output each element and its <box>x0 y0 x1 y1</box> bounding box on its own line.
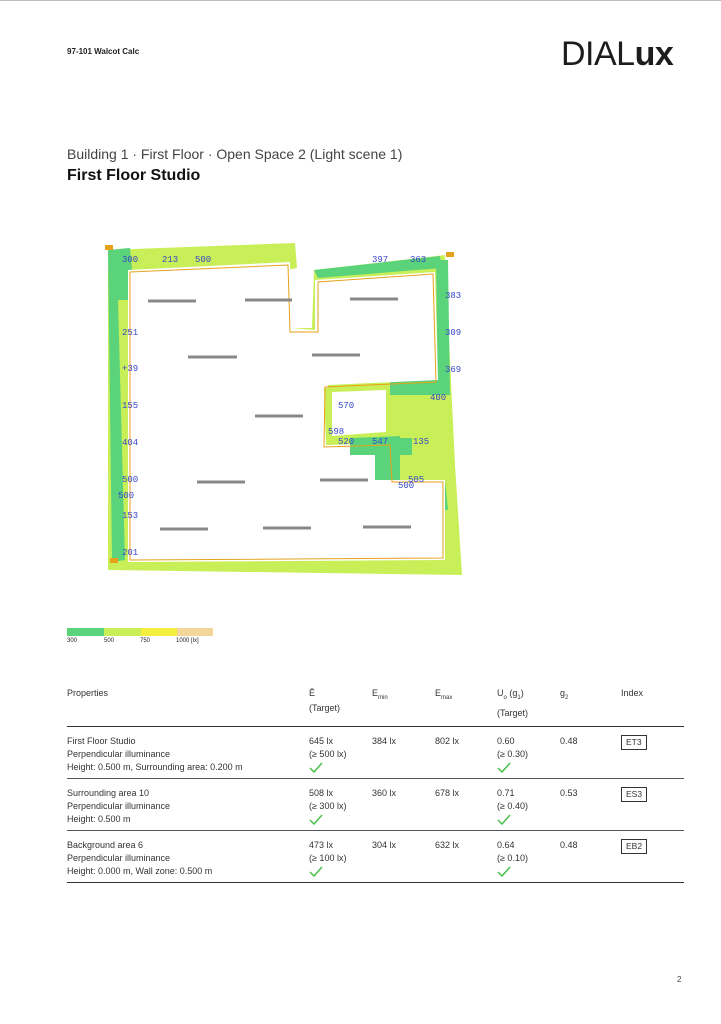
iso-label: 500 <box>118 491 135 501</box>
top-rule <box>0 0 721 1</box>
u0-value: 0.64 <box>497 839 515 850</box>
row-detail: Height: 0.500 m <box>67 813 131 824</box>
header-uniformity <box>497 682 560 726</box>
logo-text-light: DIAL <box>561 35 635 73</box>
header-u0-target: (Target) <box>497 707 529 718</box>
cell-e-min: 360 lx <box>372 778 435 830</box>
index-badge: ET3 <box>621 735 647 750</box>
header-e-avg-target: (Target) <box>309 703 341 713</box>
index-badge: ES3 <box>621 787 647 802</box>
header-g2 <box>560 682 621 726</box>
header-g1-sub: 1 <box>517 694 521 701</box>
legend-color-scale <box>67 628 213 636</box>
row-type: Perpendicular illuminance <box>67 852 171 863</box>
row-name: Background area 6 <box>67 839 144 850</box>
marker <box>105 245 113 250</box>
header-u0-label: U <box>497 688 504 698</box>
check-icon <box>309 866 323 878</box>
cell-g2: 0.48 <box>560 830 621 882</box>
e-avg-target: (≥ 500 lx) <box>309 748 347 759</box>
page-title: First Floor Studio <box>67 167 201 184</box>
cell-e-avg <box>309 830 372 882</box>
row-name: First Floor Studio <box>67 735 136 746</box>
header-index: Index <box>621 682 684 726</box>
e-avg-target: (≥ 100 lx) <box>309 852 347 863</box>
legend-tick: 1000 [lx] <box>176 638 199 644</box>
marker <box>446 252 454 257</box>
iso-label: 570 <box>338 401 355 411</box>
header-properties: Properties <box>67 682 309 726</box>
iso-label: 404 <box>122 438 139 448</box>
u0-value: 0.71 <box>497 787 515 798</box>
cell-uniformity <box>497 830 560 882</box>
legend-swatch-orange <box>177 628 213 636</box>
header-e-avg-label: Ē <box>309 688 316 698</box>
iso-label: 135 <box>413 437 430 447</box>
cell-index <box>621 830 684 882</box>
header-e-min-label: E <box>372 688 379 698</box>
iso-label: 251 <box>122 328 139 338</box>
u0-target: (≥ 0.10) <box>497 852 528 863</box>
index-badge: EB2 <box>621 839 647 854</box>
u0-value: 0.60 <box>497 735 515 746</box>
iso-label: 505 <box>408 475 425 485</box>
row-detail: Height: 0.000 m, Wall zone: 0.500 m <box>67 865 213 876</box>
breadcrumb: Building 1 · First Floor · Open Space 2 (Light scene 1) <box>67 146 403 162</box>
header-g1-open: (g <box>509 688 518 698</box>
iso-label: 213 <box>162 255 179 265</box>
header-g2-label: g <box>560 688 566 698</box>
row-detail: Height: 0.500 m, Surrounding area: 0.200 m <box>67 761 243 772</box>
iso-label: 598 <box>328 427 345 437</box>
table-header-row <box>67 682 684 726</box>
cell-e-max: 802 lx <box>435 726 497 778</box>
legend-swatch-green <box>67 628 104 636</box>
e-avg-value: 508 lx <box>309 787 334 798</box>
cell-uniformity <box>497 726 560 778</box>
cell-e-avg <box>309 778 372 830</box>
row-type: Perpendicular illuminance <box>67 800 171 811</box>
iso-label: +39 <box>122 364 139 374</box>
properties-table <box>67 682 684 883</box>
check-icon <box>497 866 511 878</box>
cell-e-min: 304 lx <box>372 830 435 882</box>
header-e-min-sub: min <box>378 694 388 701</box>
row-type: Perpendicular illuminance <box>67 748 171 759</box>
e-avg-value: 473 lx <box>309 839 334 850</box>
cell-properties <box>67 830 309 882</box>
header-e-avg <box>309 682 372 726</box>
iso-label: 153 <box>122 511 139 521</box>
cell-index <box>621 726 684 778</box>
iso-label: 369 <box>445 365 462 375</box>
cell-g2: 0.48 <box>560 726 621 778</box>
iso-label: 383 <box>445 291 462 301</box>
header-e-max-label: E <box>435 688 442 698</box>
cell-e-avg <box>309 726 372 778</box>
cell-g2: 0.53 <box>560 778 621 830</box>
header-e-max <box>435 682 497 726</box>
iso-label: 500 <box>195 255 212 265</box>
cell-properties <box>67 778 309 830</box>
check-icon <box>309 762 323 774</box>
check-icon <box>309 814 323 826</box>
table-row <box>67 830 684 882</box>
page-number: 2 <box>677 975 682 984</box>
project-name: 97-101 Walcot Calc <box>67 47 140 56</box>
e-avg-value: 645 lx <box>309 735 334 746</box>
header-g1-close: ) <box>520 688 524 698</box>
row-name: Surrounding area 10 <box>67 787 150 798</box>
header-e-min <box>372 682 435 726</box>
illuminance-floor-plan <box>100 240 470 580</box>
table-row <box>67 778 684 830</box>
check-icon <box>497 814 511 826</box>
check-icon <box>497 762 511 774</box>
legend-tick: 500 <box>104 638 115 644</box>
legend-swatch-lime <box>104 628 141 636</box>
iso-label: 500 <box>398 481 415 491</box>
cell-properties <box>67 726 309 778</box>
header-u0-sub: o <box>503 694 507 701</box>
iso-label: 300 <box>122 255 139 265</box>
iso-label: 363 <box>410 255 427 265</box>
u0-target: (≥ 0.40) <box>497 800 528 811</box>
cell-index <box>621 778 684 830</box>
cell-e-max: 632 lx <box>435 830 497 882</box>
iso-label: 397 <box>372 255 389 265</box>
e-avg-target: (≥ 300 lx) <box>309 800 347 811</box>
cell-uniformity <box>497 778 560 830</box>
cell-e-min: 384 lx <box>372 726 435 778</box>
iso-label: 520 <box>338 437 355 447</box>
logo-text-bold: ux <box>634 35 674 73</box>
dialux-logo <box>561 37 673 71</box>
iso-label: 201 <box>122 548 139 558</box>
header-g2-sub: 2 <box>565 694 569 701</box>
u0-target: (≥ 0.30) <box>497 748 528 759</box>
legend-tick: 750 <box>140 638 151 644</box>
iso-label: 309 <box>445 328 462 338</box>
marker <box>110 558 118 563</box>
legend-swatch-yellow <box>141 628 177 636</box>
cell-e-max: 678 lx <box>435 778 497 830</box>
iso-label: 547 <box>372 437 389 447</box>
legend-tick: 300 <box>67 638 78 644</box>
iso-label: 400 <box>430 393 447 403</box>
iso-label: 500 <box>122 475 139 485</box>
header-e-max-sub: max <box>441 694 453 701</box>
iso-label: 155 <box>122 401 139 411</box>
table-row <box>67 726 684 778</box>
